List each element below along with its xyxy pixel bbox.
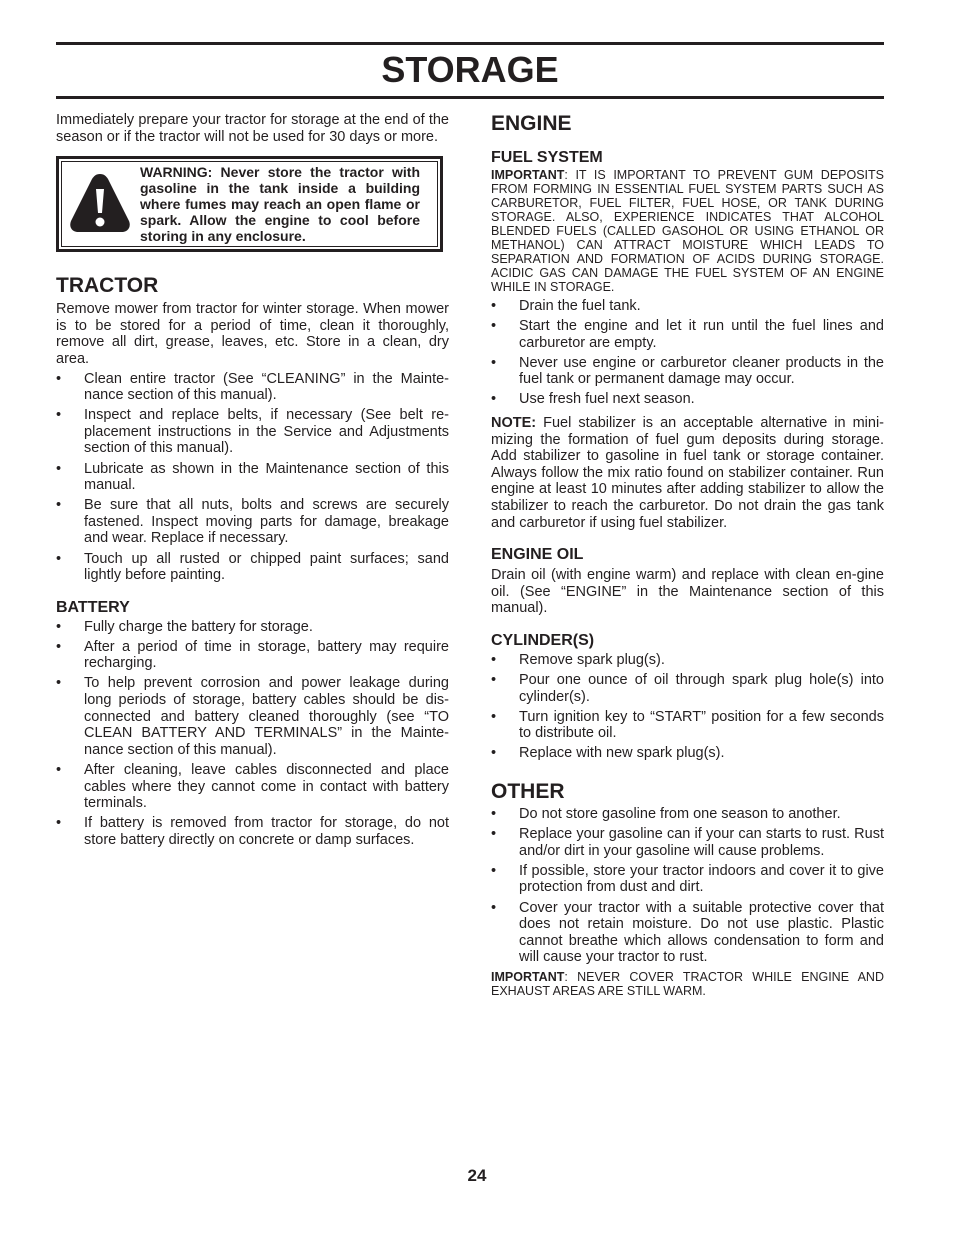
list-item: • Pour one ounce of oil through spark plug hole(s) into cylinder(s). bbox=[491, 672, 884, 705]
left-column bbox=[56, 112, 449, 852]
fuel-system-heading: FUEL SYSTEM bbox=[491, 149, 603, 166]
fuel-note-paragraph bbox=[491, 415, 884, 531]
cylinders-list bbox=[491, 652, 884, 762]
tractor-intro: Remove mower from tractor for winter storage. When mower is to be stored for a period of time, clean it thoroughly, remove all dirt, grease, leaves, etc. Store in a clean, dry area. bbox=[56, 301, 449, 367]
other-important-paragraph bbox=[491, 970, 884, 998]
right-column bbox=[491, 112, 884, 998]
list-item: • Cover your tractor with a suitable protective cover that does not retain moisture. Do not use plastic. Plastic cannot breathe which allows condensation to form and will cause your tractor to rust. bbox=[491, 900, 884, 966]
warning-icon bbox=[67, 171, 133, 237]
important-text: : IT IS IMPORTANT TO PREVENT GUM DEPOSITS FROM FORMING IN ESSENTIAL FUEL SYSTEM PARTS SUCH AS CARBURETOR, FUEL FILTER, FUEL HOSE, OR TANK DURING STORAGE. ALSO, EXPERIENCE INDICATES THAT ALCOHOL BLENDED FUELS (CALLED GASOHOL OR USING ETHANOL OR METHANOL) CAN ATTRACT MOISTURE WHICH LEADS TO SEPARATION AND FORMATION OF ACIDS DURING STORAGE. ACIDIC GAS CAN DAMAGE THE FUEL SYSTEM OF AN ENGINE WHILE IN STORAGE. bbox=[491, 168, 884, 294]
tractor-heading: TRACTOR bbox=[56, 274, 159, 298]
battery-heading: BATTERY bbox=[56, 598, 130, 616]
page-title: STORAGE bbox=[381, 49, 559, 90]
tractor-list bbox=[56, 371, 449, 584]
list-item: • Be sure that all nuts, bolts and screws are securely fastened. Inspect moving parts for damage, breakage and wear. Replace if necessary. bbox=[56, 497, 449, 547]
engine-oil-heading: ENGINE OIL bbox=[491, 546, 584, 564]
warning-box bbox=[56, 156, 443, 252]
list-item: • To help prevent corrosion and power leakage during long periods of storage, battery cables should be dis-connected and battery cleaned thoroughly (see “TO CLEAN BATTERY AND TERMINALS” in the Mainte-nance section of this manual). bbox=[56, 675, 449, 758]
fuel-important-paragraph bbox=[491, 168, 884, 294]
list-item: • Lubricate as shown in the Maintenance section of this manual. bbox=[56, 461, 449, 494]
title-underline bbox=[56, 96, 884, 99]
note-label: NOTE: bbox=[491, 415, 537, 432]
cylinders-heading: CYLINDER(S) bbox=[491, 632, 595, 649]
list-item: • Do not store gasoline from one season to another. bbox=[491, 806, 884, 823]
fuel-list bbox=[491, 298, 884, 408]
intro-paragraph: Immediately prepare your tractor for storage at the end of the season or if the tractor will not be used for 30 days or more. bbox=[56, 112, 449, 145]
list-item: • Remove spark plug(s). bbox=[491, 652, 884, 669]
list-item: • Replace with new spark plug(s). bbox=[491, 745, 884, 762]
list-item: • After a period of time in storage, battery may require recharging. bbox=[56, 639, 449, 672]
top-rule bbox=[56, 42, 884, 45]
page-number: 24 bbox=[467, 1166, 487, 1185]
important-text: : NEVER COVER TRACTOR WHILE ENGINE AND EXHAUST AREAS ARE STILL WARM. bbox=[491, 969, 884, 998]
list-item: • After cleaning, leave cables disconnected and place cables where they cannot come in contact with battery terminals. bbox=[56, 762, 449, 812]
list-item: • Drain the fuel tank. bbox=[491, 298, 884, 315]
list-item: • Fully charge the battery for storage. bbox=[56, 619, 449, 636]
important-label: IMPORTANT bbox=[491, 969, 565, 984]
list-item: • Never use engine or carburetor cleaner products in the fuel tank or permanent damage may occur. bbox=[491, 355, 884, 388]
battery-list bbox=[56, 619, 449, 849]
list-item: • Turn ignition key to “START” position for a few seconds to distribute oil. bbox=[491, 709, 884, 742]
list-item: • If possible, store your tractor indoors and cover it to give protection from dust and dirt. bbox=[491, 863, 884, 896]
list-item: • If battery is removed from tractor for storage, do not store battery directly on concrete or damp surfaces. bbox=[56, 815, 449, 848]
list-item: • Inspect and replace belts, if necessary (See belt re-placement instructions in the Service and Adjustments section of this manual). bbox=[56, 407, 449, 457]
list-item: • Clean entire tractor (See “CLEANING” in the Mainte-nance section of this manual). bbox=[56, 371, 449, 404]
warning-text: WARNING: Never store the tractor with gasoline in the tank inside a building where fumes may reach an open flame or spark. Allow the engine to cool before storing in any enclosure. bbox=[140, 164, 420, 245]
engine-heading: ENGINE bbox=[491, 112, 572, 135]
other-list bbox=[491, 806, 884, 966]
other-heading: OTHER bbox=[491, 780, 565, 804]
list-item: • Use fresh fuel next season. bbox=[491, 391, 884, 408]
note-text: Fuel stabilizer is an acceptable alternative in mini-mizing the formation of fuel gum deposits during storage. Add stabilizer to gasoline in fuel tank or storage container. Always follow the mix ratio found on stabilizer container. Run engine at least 10 minutes after adding stabilizer to allow the stabilizer to reach the carburetor. Do not drain the gas tank and carburetor if using fuel stabilizer. bbox=[491, 415, 884, 531]
engine-oil-text: Drain oil (with engine warm) and replace with clean en-gine oil. (See “ENGINE” in the Maintenance section of this manual). bbox=[491, 567, 884, 617]
list-item: • Touch up all rusted or chipped paint surfaces; sand lightly before painting. bbox=[56, 551, 449, 584]
list-item: • Start the engine and let it run until the fuel lines and carburetor are empty. bbox=[491, 318, 884, 351]
important-label: IMPORTANT bbox=[491, 168, 565, 182]
list-item: • Replace your gasoline can if your can starts to rust. Rust and/or dirt in your gasoline will cause problems. bbox=[491, 826, 884, 859]
